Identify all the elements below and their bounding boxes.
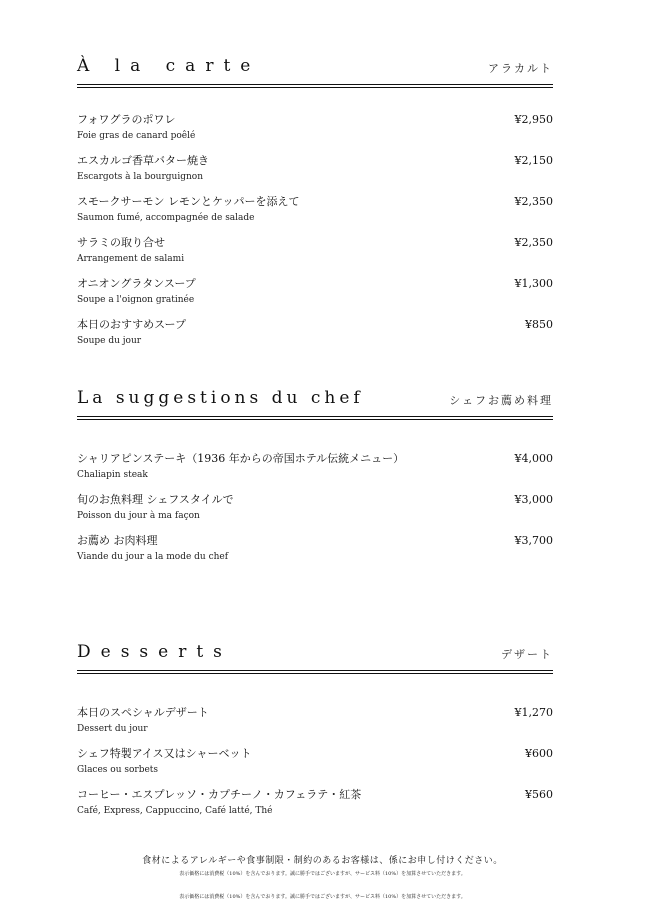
menu-item-price: ¥2,150	[514, 154, 553, 167]
menu-item-name-jp: シェフ特製アイス又はシャーベット	[77, 747, 252, 760]
menu-item-name-fr: Escargots à la bourguignon	[77, 172, 203, 182]
menu-item-name-fr: Dessert du jour	[77, 724, 148, 734]
menu-item	[77, 153, 553, 194]
section-title-jp: デザート	[501, 648, 553, 661]
menu-item-price: ¥2,350	[514, 236, 553, 249]
menu-item-name-fr: Soupe a l'oignon gratinée	[77, 295, 195, 305]
menu-item-price: ¥4,000	[514, 452, 553, 465]
menu-item-price: ¥850	[525, 318, 553, 331]
menu-item-list	[77, 705, 553, 828]
menu-item	[77, 194, 553, 235]
menu-item-list	[77, 112, 553, 358]
price-note: 表示価格には消費税（10%）を含んでおります。誠に勝手ではございますが、サービス料（10%）を加算させていただきます。	[179, 894, 466, 900]
section-title-jp: アラカルト	[488, 62, 553, 75]
menu-item-name-fr: Saumon fumé, accompagnée de salade	[77, 213, 255, 223]
footer-notes	[0, 853, 645, 900]
menu-item-name-fr: Glaces ou sorbets	[77, 765, 159, 775]
section-double-rule	[77, 670, 553, 674]
menu-item-price: ¥1,270	[514, 706, 553, 719]
menu-item	[77, 492, 553, 533]
menu-item-name-fr: Viande du jour a la mode du chef	[77, 552, 229, 562]
menu-item	[77, 787, 553, 828]
menu-item-price: ¥2,350	[514, 195, 553, 208]
menu-item-name-jp: オニオングラタンスープ	[77, 277, 196, 290]
menu-item-name-jp: スモークサーモン レモンとケッパーを添えて	[77, 195, 300, 208]
menu-item-name-jp: 本日のスペシャルデザート	[77, 706, 209, 719]
menu-item-name-jp: 旬のお魚料理 シェフスタイルで	[77, 493, 234, 506]
menu-item-name-jp: コーヒー・エスプレッソ・カプチーノ・カフェラテ・紅茶	[77, 788, 362, 801]
menu-item-name-fr: Chaliapin steak	[77, 470, 148, 480]
section-desserts	[77, 640, 553, 828]
menu-item-name-jp: エスカルゴ香草バター焼き	[77, 154, 209, 167]
section-chef-suggestions	[77, 386, 553, 574]
menu-item-price: ¥3,700	[514, 534, 553, 547]
menu-item-name-jp: サラミの取り合せ	[77, 236, 165, 249]
menu-item	[77, 746, 553, 787]
section-title: Desserts	[77, 642, 232, 662]
menu-item	[77, 705, 553, 746]
menu-item	[77, 533, 553, 574]
menu-item-name-fr: Foie gras de canard poêlé	[77, 131, 196, 141]
menu-item-price: ¥2,950	[514, 113, 553, 126]
menu-item	[77, 235, 553, 276]
menu-item-name-jp: フォワグラのポワレ	[77, 113, 176, 126]
section-header	[77, 386, 553, 416]
menu-item-name-fr: Arrangement de salami	[77, 254, 185, 264]
menu-item-price: ¥1,300	[514, 277, 553, 290]
section-header	[77, 54, 553, 84]
menu-item-list	[77, 451, 553, 574]
menu-item-price: ¥560	[525, 788, 553, 801]
section-header	[77, 640, 553, 670]
menu-item-price: ¥3,000	[514, 493, 553, 506]
menu-item-name-fr: Soupe du jour	[77, 336, 142, 346]
menu-item	[77, 451, 553, 492]
menu-item-name-jp: 本日のおすすめスープ	[77, 318, 187, 331]
section-title: La suggestions du chef	[77, 388, 364, 408]
menu-item-name-fr: Poisson du jour à ma façon	[77, 511, 200, 521]
section-double-rule	[77, 416, 553, 420]
menu-item-name-jp: シャリアピンステーキ（1936 年からの帝国ホテル伝統メニュー）	[77, 452, 405, 465]
menu-item-name-jp: お薦め お肉料理	[77, 534, 158, 547]
allergy-note: 食材によるアレルギーや食事制限・制約のあるお客様は、係にお申し付けください。	[142, 856, 503, 866]
section-double-rule	[77, 84, 553, 88]
menu-item-name-fr: Café, Express, Cappuccino, Café latté, Thé	[77, 806, 273, 816]
menu-item	[77, 276, 553, 317]
price-note: 表示価格には消費税（10%）を含んでおります。誠に勝手ではございますが、サービス料（10%）を加算させていただきます。	[179, 871, 466, 877]
menu-item-price: ¥600	[525, 747, 553, 760]
menu-item	[77, 112, 553, 153]
section-a-la-carte	[77, 54, 553, 358]
section-title: À la carte	[77, 56, 261, 76]
menu-item	[77, 317, 553, 358]
section-title-jp: シェフお薦め料理	[449, 394, 553, 407]
